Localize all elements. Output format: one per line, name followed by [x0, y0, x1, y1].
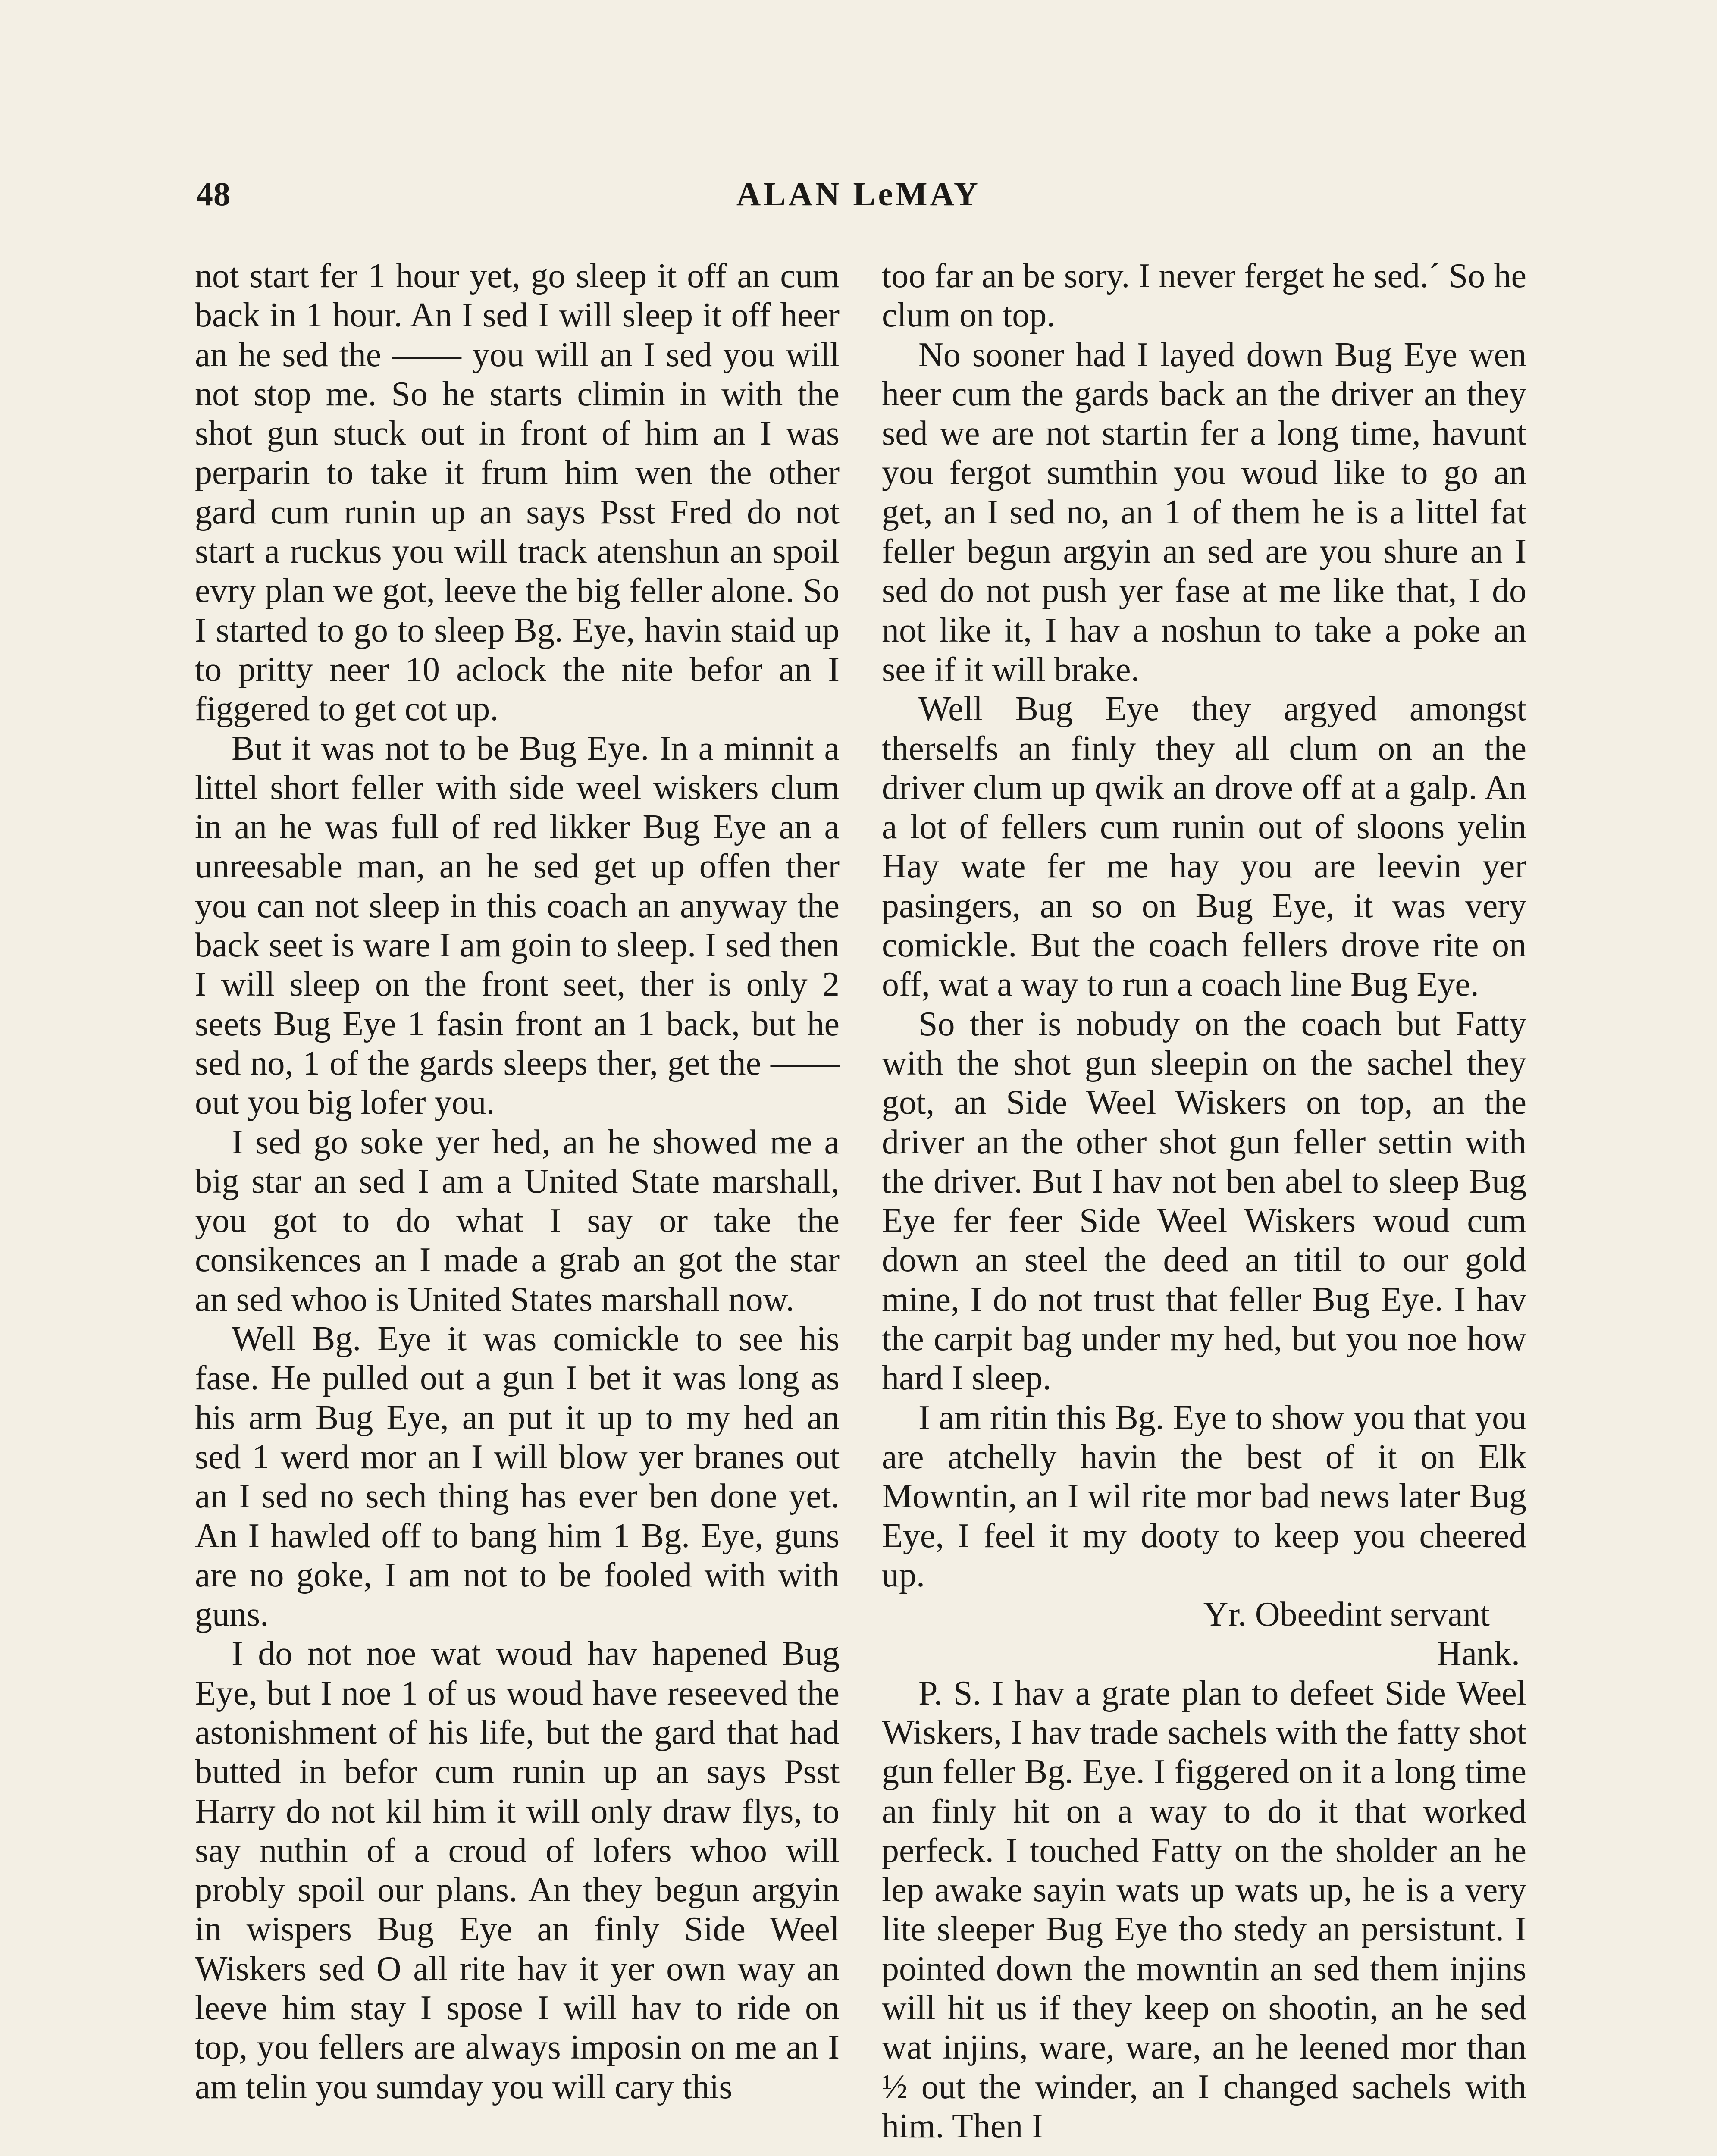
- paragraph: Well Bug Eye they argyed amongst therselfs an finly they all clum on an the driver clum up qwik an drove off at a galp. An a lot of fellers cum runin out of sloons yelin Hay wate fer me hay you are leevin yer pasingers, an so on Bug Eye, it was very comickle. But the coach fellers drove rite on off, wat a way to run a coach line Bug Eye.: [882, 690, 1526, 1004]
- paragraph: I do not noe wat woud hav hapened Bug Eye, but I noe 1 of us woud have reseeved the astonishment of his life, but the gard that had butted in befor cum runin up an says Psst Harry do not kil him it will only draw flys, to say nuthin of a croud of lofers whoo will probly spoil our plans. An they begun argyin in wispers Bug Eye an finly Side Weel Wiskers sed O all rite hav it yer own way an leeve him stay I spose I will hav to ride on top, you fellers are always imposin on me an I am telin you sumday you will cary this: [195, 1635, 840, 2106]
- left-column: [195, 257, 840, 2107]
- letter-closing: Yr. Obeedint servant: [1203, 1595, 1490, 1634]
- paragraph: But it was not to be Bug Eye. In a minnit a littel short feller with side weel wiskers clum in an he was full of red likker Bug Eye an a unreesable man, an he sed get up offen ther you can not sleep in this coach an anyway the back seet is ware I am goin to sleep. I sed then I will sleep on the front seet, ther is only 2 seets Bug Eye 1 fasin front an 1 back, but he sed no, 1 of the gards sleeps ther, get the —— out you big lofer you.: [195, 729, 840, 1122]
- paragraph: Well Bg. Eye it was comickle to see his fase. He pulled out a gun I bet it was long as his arm Bug Eye, an put it up to my hed an sed 1 werd mor an I will blow yer branes out an I sed no sech thing has ever ben done yet. An I hawled off to bang him 1 Bg. Eye, guns are no goke, I am not to be fooled with with guns.: [195, 1320, 840, 1634]
- paragraph: too far an be sory. I never ferget he sed.´ So he clum on top.: [882, 257, 1526, 335]
- paragraph: So ther is nobudy on the coach but Fatty with the shot gun sleepin on the sachel they got, an Side Weel Wiskers on top, an the driver an the other shot gun feller settin with the driver. But I hav not ben abel to sleep Bug Eye fer feer Side Weel Wiskers woud cum down an steel the deed an titil to our gold mine, I do not trust that feller Bug Eye. I hav the carpit bag under my hed, but you noe how hard I sleep.: [882, 1005, 1526, 1398]
- letter-signature: Hank.: [1436, 1635, 1520, 1673]
- paragraph: I am ritin this Bg. Eye to show you that you are atchelly havin the best of it on Elk Mowntin, an I wil rite mor bad news later Bug Eye, I feel it my dooty to keep you cheered up.: [882, 1398, 1526, 1594]
- paragraph: I sed go soke yer hed, an he showed me a big star an sed I am a United State marshall, you got to do what I say or take the consikences an I made a grab an got the star an sed whoo is United States marshall now.: [195, 1123, 840, 1319]
- running-head: ALAN LeMAY: [736, 175, 981, 213]
- right-column: [882, 257, 1526, 2146]
- postscript: P. S. I hav a grate plan to defeet Side Weel Wiskers, I hav trade sachels with the fatty shot gun feller Bg. Eye. I figgered on it a long time an finly hit on a way to do it that worked perfeck. I touched Fatty on the sholder an he lep awake sayin wats up wats up, he is a very lite sleeper Bug Eye tho stedy an persistunt. I pointed down the mowntin an sed them injins will hit us if they keep on shootin, an he sed wat injins, ware, ware, an he leened mor than ½ out the winder, an I changed sachels with him. Then I: [882, 1674, 1526, 2145]
- paragraph: not start fer 1 hour yet, go sleep it off an cum back in 1 hour. An I sed I will sleep it off heer an he sed the —— you will an I sed you will not stop me. So he starts climin in with the shot gun stuck out in front of him an I was perparin to take it frum him wen the other gard cum runin up an says Psst Fred do not start a ruckus you will track atenshun an spoil evry plan we got, leeve the big feller alone. So I started to go to sleep Bg. Eye, havin staid up to pritty neer 10 aclock the nite befor an I figgered to get cot up.: [195, 257, 840, 728]
- paragraph: No sooner had I layed down Bug Eye wen heer cum the gards back an the driver an they sed we are not startin fer a long time, havunt you fergot sumthin you woud like to go an get, an I sed no, an 1 of them he is a littel fat feller begun argyin an sed are you shure an I sed do not push yer fase at me like that, I do not like it, I hav a noshun to take a poke an see if it will brake.: [882, 335, 1526, 689]
- page-number: 48: [196, 175, 231, 213]
